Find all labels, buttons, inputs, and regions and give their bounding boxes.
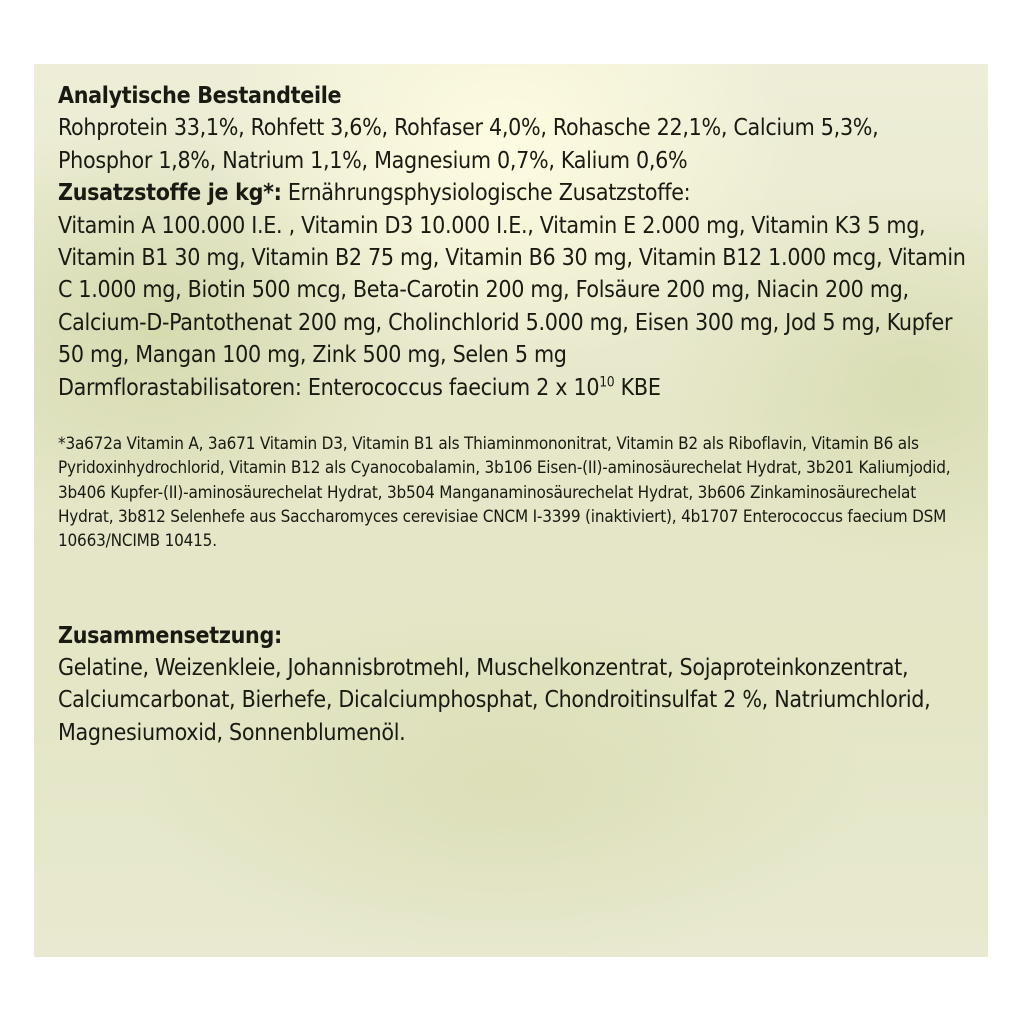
flora-line [58,372,970,404]
section-spacer [58,554,970,620]
composition-heading: Zusammensetzung: [58,622,282,649]
additives-heading: Zusatzstoffe je kg*: [58,180,282,207]
analytic-heading: Analytische Bestandteile [58,83,342,109]
additives-line [58,177,970,209]
composition-text: Gelatine, Weizenkleie, Johannisbrotmehl, Muschelkonzentrat, Sojaproteinkonzentrat, Calciumcarbonat, Bierhefe, Dicalciumphosphat, Chondroitinsulfat 2 %, Natriumchlorid, Magnesiumoxid, Sonnenblumenöl. [58,654,931,746]
flora-unit: KBE [614,374,661,401]
label-panel [34,64,988,957]
additives-text: Vitamin A 100.000 I.E. , Vitamin D3 10.000 I.E., Vitamin E 2.000 mg, Vitamin K3 5 mg, Vitamin B1 30 mg, Vitamin B2 75 mg, Vitamin B6 30 mg, Vitamin B12 1.000 mcg, Vitamin C 1.000 mg, Biotin 500 mcg, Beta-Carotin 200 mg, Folsäure 200 mg, Niacin 200 mg, Calcium-D-Pantothenat 200 mg, Cholinchlorid 5.000 mg, Eisen 300 mg, Jod 5 mg, Kupfer 50 mg, Mangan 100 mg, Zink 500 mg, Selen 5 mg [58,212,966,369]
flora-text: Darmflorastabilisatoren: Enterococcus faecium 2 x 10 [58,374,600,401]
label-text [58,80,970,749]
footnote: *3a672a Vitamin A, 3a671 Vitamin D3, Vitamin B1 als Thiaminmononitrat, Vitamin B2 als Riboflavin, Vitamin B6 als Pyridoxinhydrochlorid, Vitamin B12 als Cyanocobalamin, 3b106 Eisen-(II)-aminosäurechelat Hydrat, 3b201 Kaliumjodid, 3b406 Kupfer-(II)-aminosäurechelat Hydrat, 3b504 Manganaminosäurechelat Hydrat, 3b606 Zinkaminosäurechelat Hydrat, 3b812 Selenhefe aus Saccharomyces cerevisiae CNCM I-3399 (inaktiviert), 4b1707 Enterococcus faecium DSM 10663/NCIMB 10415. [58,434,951,552]
analytic-text: Rohprotein 33,1%, Rohfett 3,6%, Rohfaser 4,0%, Rohasche 22,1%, Calcium 5,3%, Phosphor 1,8%, Natrium 1,1%, Magnesium 0,7%, Kalium 0,6% [58,115,879,174]
flora-exponent: 10 [599,374,615,390]
additives-subheading: Ernährungsphysiologische Zusatzstoffe: [287,180,691,207]
